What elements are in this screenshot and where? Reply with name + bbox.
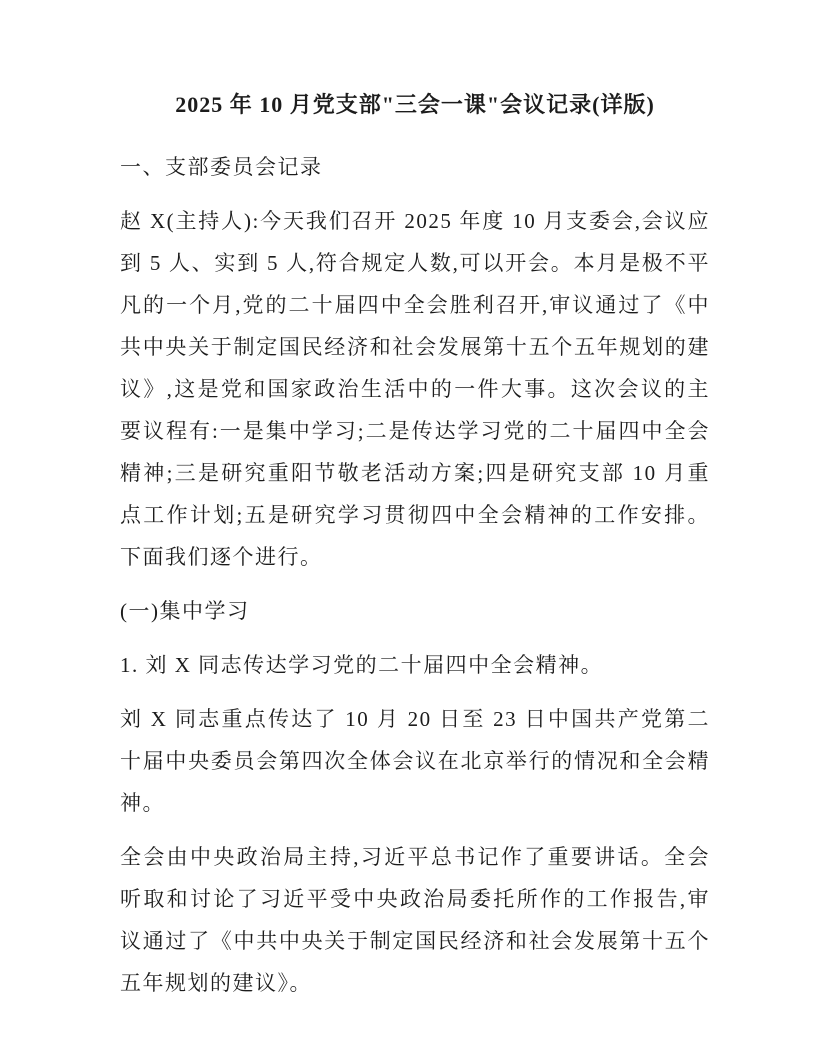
document-title: 2025 年 10 月党支部"三会一课"会议记录(详版) [175, 92, 655, 117]
paragraph-liu-x-relay-details: 刘 X 同志重点传达了 10 月 20 日至 23 日中国共产党第二十届中央委员会第四次全体会议在北京举行的情况和全会精神。 [120, 707, 710, 815]
subsection-heading-concentrated-study: (一)集中学习 [120, 599, 250, 623]
section-heading-branch-committee-record: 一、支部委员会记录 [120, 155, 323, 179]
paragraph-plenum-session-summary: 全会由中央政治局主持,习近平总书记作了重要讲话。全会听取和讨论了习近平受中央政治局委托所作的工作报告,审议通过了《中共中央关于制定国民经济和社会发展第十五个五年规划的建议》。 [120, 845, 710, 995]
item-heading-liu-x-relays-plenum-spirit: 1. 刘 X 同志传达学习党的二十届四中全会精神。 [120, 653, 604, 677]
paragraph-host-opening-remarks: 赵 X(主持人):今天我们召开 2025 年度 10 月支委会,会议应到 5 人、实到 5 人,符合规定人数,可以开会。本月是极不平凡的一个月,党的二十届四中全会胜利召开,审议通过了《中共中央关于制定国民经济和社会发展第十五个五年规划的建议》,这是党和国家政治生活中的一件大事。这次会议的主要议程有:一是集中学习;二是传达学习党的二十届四中全会精神;三是研究重阳节敬老活动方案;四是研究支部 10 月重点工作计划;五是研究学习贯彻四中全会精神的工作安排。下面我们逐个进行。 [120, 209, 710, 569]
